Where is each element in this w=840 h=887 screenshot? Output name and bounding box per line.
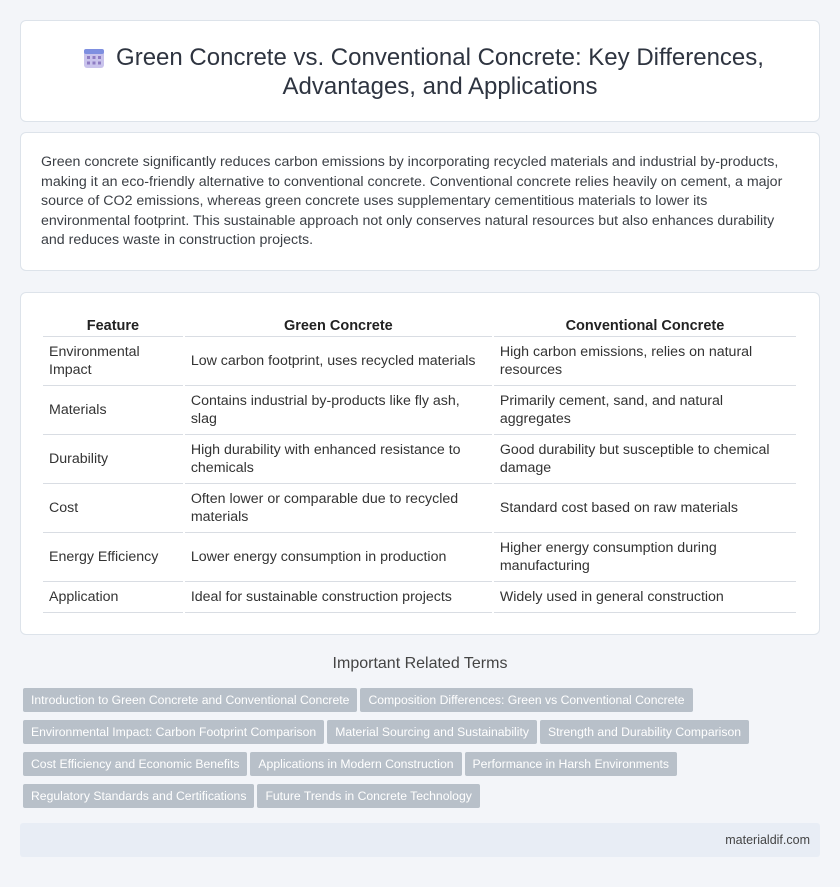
- column-header: Feature: [43, 313, 183, 337]
- related-term-link[interactable]: Introduction to Green Concrete and Conventional Concrete: [23, 688, 357, 712]
- table-row: [43, 435, 796, 484]
- footer: [20, 823, 820, 857]
- table-cell: Low carbon footprint, uses recycled materials: [185, 337, 492, 386]
- table-cell: Ideal for sustainable construction projects: [185, 582, 492, 613]
- table-cell: Cost: [43, 484, 183, 533]
- column-header: Green Concrete: [185, 313, 492, 337]
- related-term-link[interactable]: Regulatory Standards and Certifications: [23, 784, 254, 808]
- intro-paragraph: Green concrete significantly reduces carbon emissions by incorporating recycled materials and industrial by-products, making it an eco-friendly alternative to conventional concrete. Conventional concrete relies heavily on cement, a major source of CO2 emissions, whereas green concrete uses supplementary cementitious materials to lower its environmental footprint. This sustainable approach not only conserves natural resources but also enhances durability and reduces waste in construction projects.: [41, 154, 783, 248]
- table-cell: High carbon emissions, relies on natural resources: [494, 337, 796, 386]
- related-term-link[interactable]: Strength and Durability Comparison: [540, 720, 749, 744]
- table-cell: Environmental Impact: [43, 337, 183, 386]
- table-cell: Standard cost based on raw materials: [494, 484, 796, 533]
- title-card: [20, 20, 820, 122]
- footer-site-link[interactable]: materialdif.com: [725, 833, 810, 847]
- table-row: [43, 386, 796, 435]
- related-term-link[interactable]: Environmental Impact: Carbon Footprint Comparison: [23, 720, 324, 744]
- table-cell: Good durability but susceptible to chemical damage: [494, 435, 796, 484]
- table-cell: High durability with enhanced resistance to chemicals: [185, 435, 492, 484]
- table-cell: Contains industrial by-products like fly ash, slag: [185, 386, 492, 435]
- related-term-link[interactable]: Future Trends in Concrete Technology: [257, 784, 479, 808]
- comparison-card: [20, 292, 820, 635]
- intro-card: [20, 132, 820, 271]
- table-row: [43, 337, 796, 386]
- page-title: Green Concrete vs. Conventional Concrete: Key Differences, Advantages, and Applications: [116, 44, 764, 100]
- table-cell: Lower energy consumption in production: [185, 533, 492, 582]
- table-cell: Application: [43, 582, 183, 613]
- related-terms-list: [23, 688, 823, 816]
- related-term-link[interactable]: Applications in Modern Construction: [250, 752, 461, 776]
- table-cell: Primarily cement, sand, and natural aggregates: [494, 386, 796, 435]
- table-cell: Materials: [43, 386, 183, 435]
- related-term-link[interactable]: Material Sourcing and Sustainability: [327, 720, 537, 744]
- related-terms-heading: Important Related Terms: [332, 655, 508, 672]
- table-row: [43, 484, 796, 533]
- related-term-link[interactable]: Performance in Harsh Environments: [465, 752, 677, 776]
- table-cell: Widely used in general construction: [494, 582, 796, 613]
- table-cell: Higher energy consumption during manufacturing: [494, 533, 796, 582]
- table-cell: Energy Efficiency: [43, 533, 183, 582]
- table-cell: Often lower or comparable due to recycled materials: [185, 484, 492, 533]
- comparison-table: [41, 313, 798, 613]
- related-term-link[interactable]: Cost Efficiency and Economic Benefits: [23, 752, 247, 776]
- column-header: Conventional Concrete: [494, 313, 796, 337]
- table-row: [43, 533, 796, 582]
- table-cell: Durability: [43, 435, 183, 484]
- related-term-link[interactable]: Composition Differences: Green vs Conventional Concrete: [360, 688, 692, 712]
- table-row: [43, 582, 796, 613]
- table-header-row: [43, 313, 796, 337]
